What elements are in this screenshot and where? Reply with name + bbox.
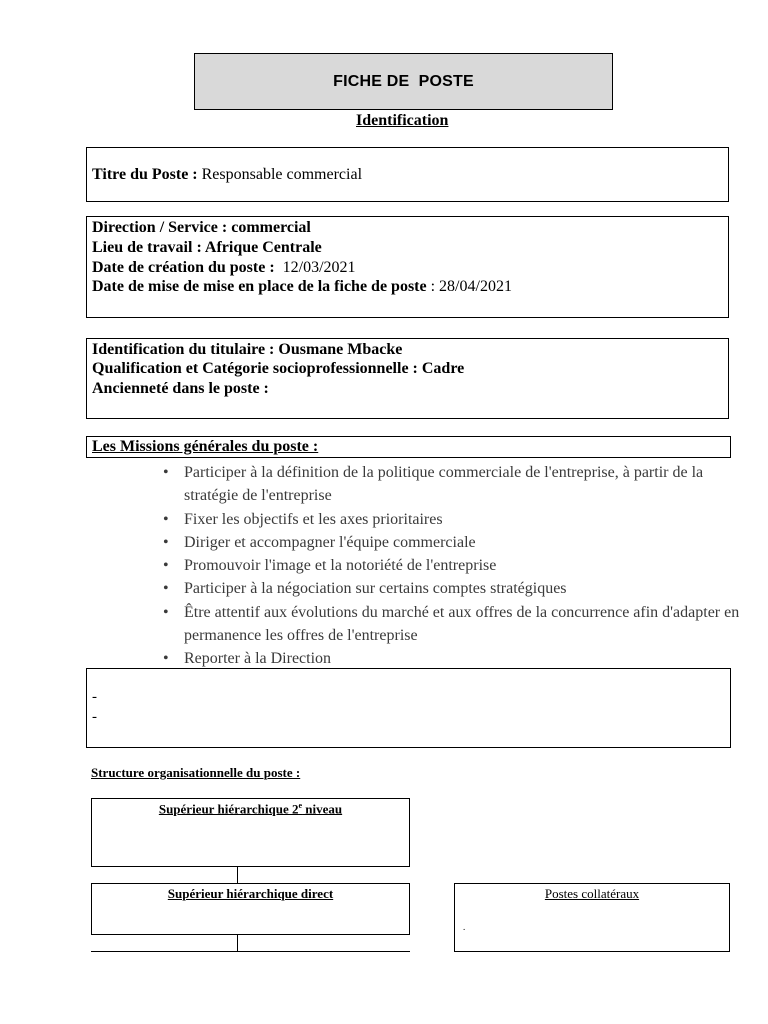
document-title-text: FICHE DE POSTE — [333, 72, 474, 90]
job-title-value: Responsable commercial — [201, 166, 363, 183]
holder-identification: Identification du titulaire : Ousmane Mbacke — [92, 341, 403, 358]
missions-heading-box — [86, 436, 731, 458]
org-box-superieur-2 — [91, 798, 410, 867]
work-location: Lieu de travail : Afrique Centrale — [92, 239, 322, 256]
list-item: • Promouvoir l'image et la notoriété de l'entreprise — [160, 554, 740, 577]
org-superieur-2-sup: e — [298, 801, 303, 810]
holder-qualification: Qualification et Catégorie socioprofessionnelle : Cadre — [92, 360, 465, 377]
direction-box — [86, 216, 729, 318]
list-item: • Diriger et accompagner l'équipe commerciale — [160, 531, 740, 554]
direction-service: Direction / Service : commercial — [92, 219, 311, 236]
note-dash: - — [92, 709, 97, 725]
list-item: • Être attentif aux évolutions du marché et aux offres de la concurrence afin d'adapter en permanence les offres de l'entreprise — [160, 601, 740, 648]
job-title-label: Titre du Poste : — [92, 166, 198, 183]
org-connector — [237, 935, 238, 952]
missions-list — [160, 461, 740, 671]
notes-box — [86, 668, 731, 748]
holder-seniority: Ancienneté dans le poste : — [92, 380, 269, 397]
holder-box — [86, 338, 729, 419]
section-heading-identification: Identification — [356, 112, 449, 129]
org-connector — [237, 867, 238, 883]
document-title — [194, 53, 613, 110]
creation-date-value: 12/03/2021 — [282, 259, 356, 276]
setup-date-value: : 28/04/2021 — [430, 278, 512, 295]
note-dash: - — [92, 689, 97, 705]
org-collateraux-label: Postes collatéraux — [544, 886, 640, 901]
structure-heading: Structure organisationnelle du poste : — [91, 765, 301, 780]
org-collateraux-mark: . — [463, 922, 466, 932]
org-superieur-2-suffix: niveau — [302, 801, 343, 817]
org-divider — [91, 951, 410, 952]
org-superieur-2-label: Supérieur hiérarchique 2 — [158, 801, 299, 817]
list-item: • Reporter à la Direction — [160, 647, 740, 670]
job-title-box — [86, 147, 729, 202]
creation-date-label: Date de création du poste : — [92, 259, 275, 276]
setup-date-label: Date de mise de mise en place de la fiche de poste — [92, 278, 427, 295]
org-box-postes-collateraux — [454, 883, 730, 952]
list-item: • Participer à la négociation sur certains comptes stratégiques — [160, 577, 740, 600]
org-box-superieur-direct — [91, 883, 410, 935]
org-superieur-direct-label: Supérieur hiérarchique direct — [167, 886, 334, 901]
list-item: • Participer à la définition de la politique commerciale de l'entreprise, à partir de la stratégie de l'entreprise — [160, 461, 740, 508]
list-item: • Fixer les objectifs et les axes prioritaires — [160, 508, 740, 531]
missions-heading: Les Missions générales du poste : — [92, 438, 319, 455]
